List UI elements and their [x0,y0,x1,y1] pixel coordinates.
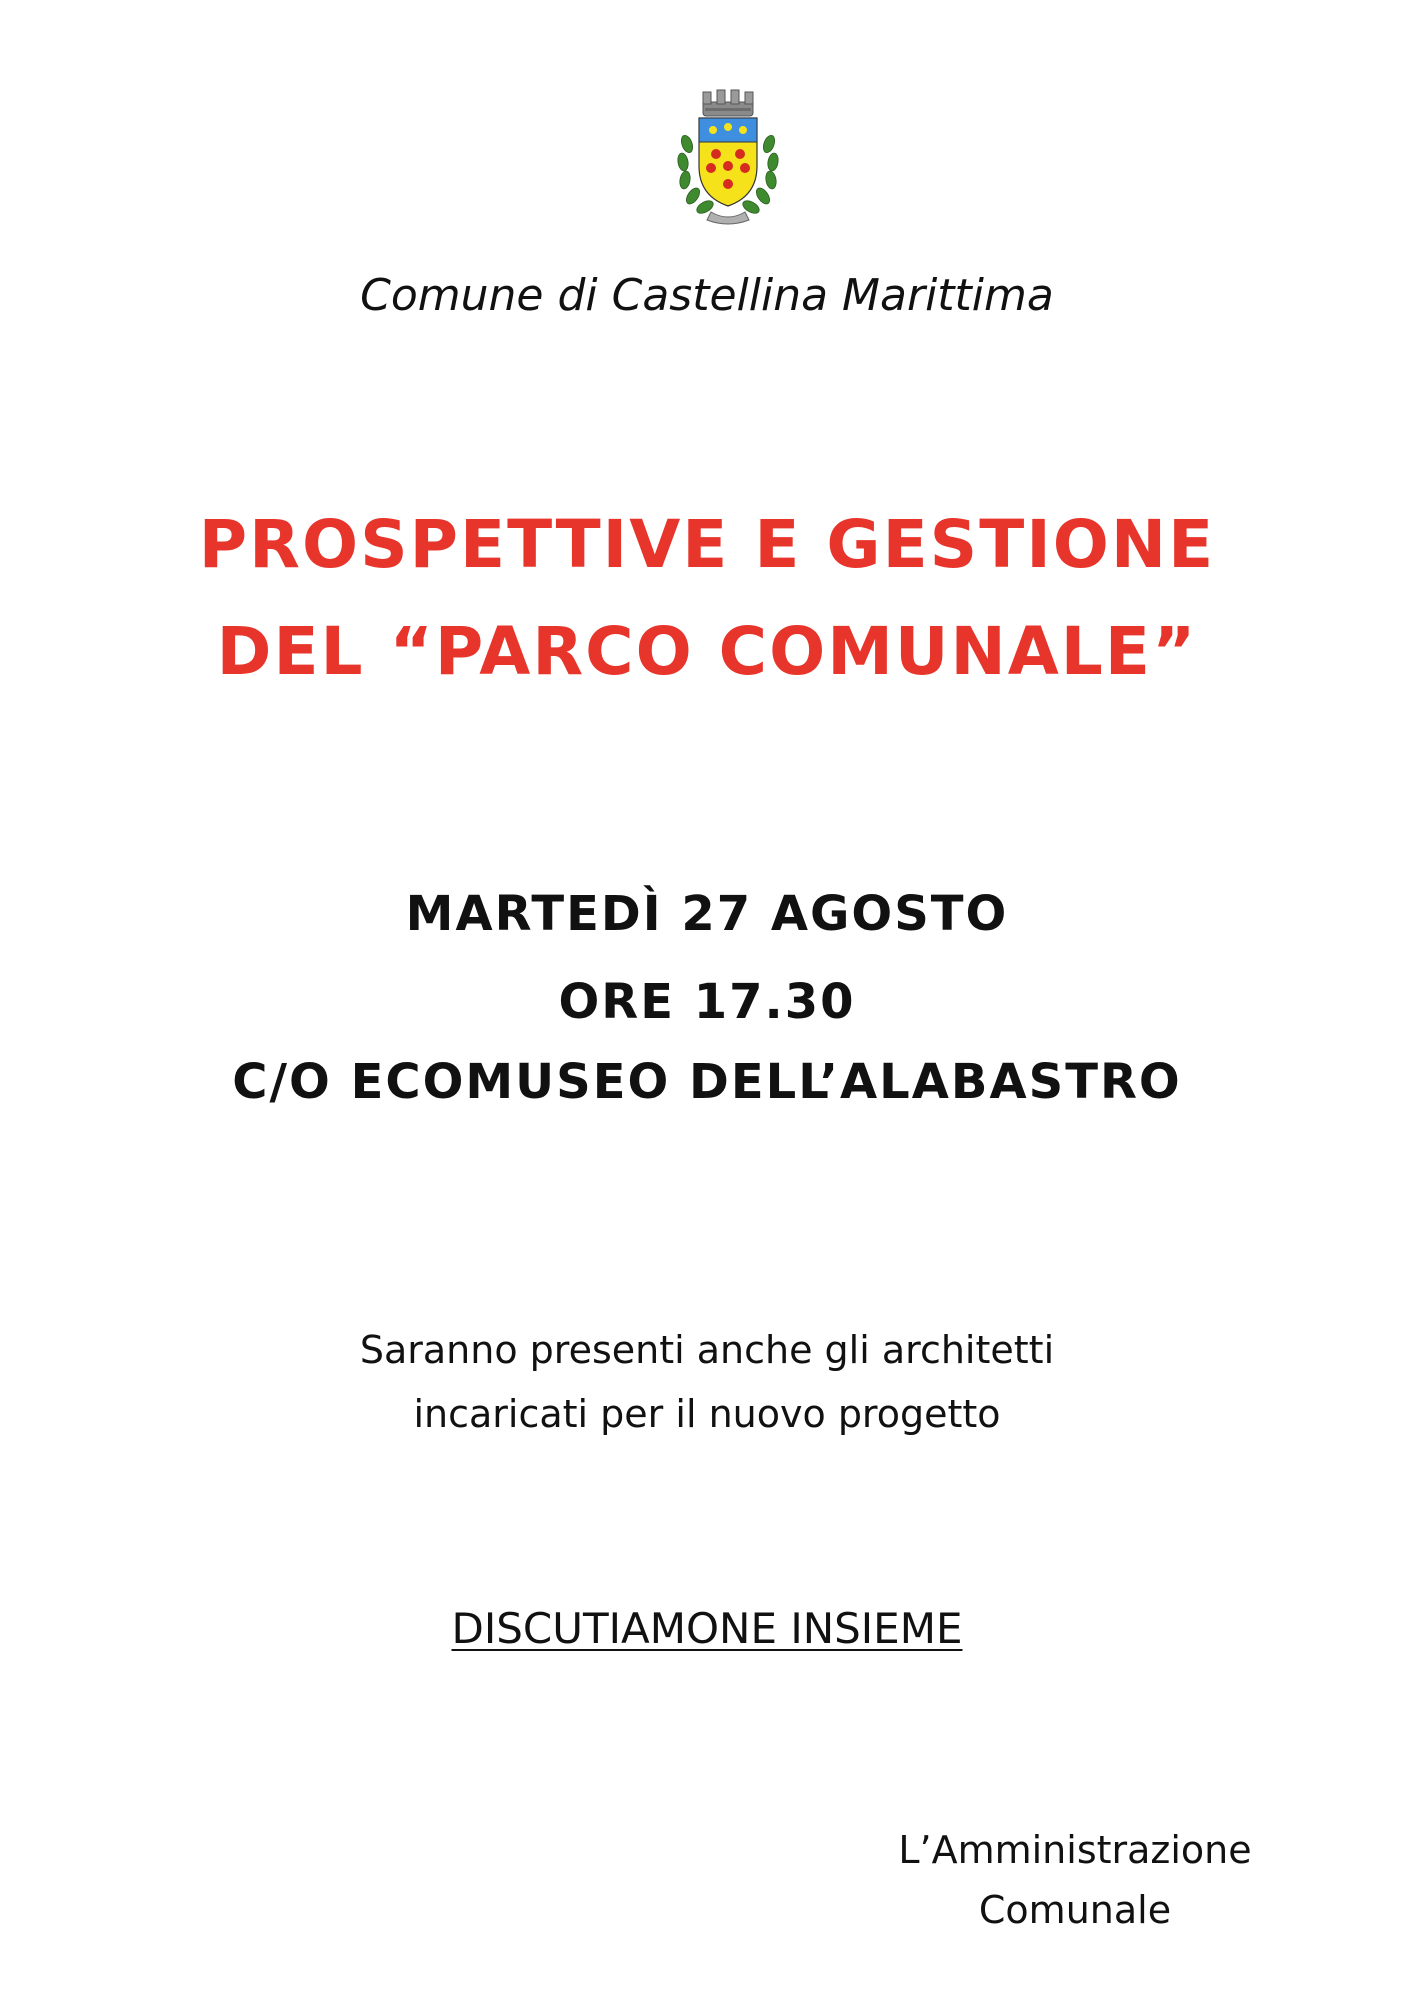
event-title-line-1: PROSPETTIVE E GESTIONE [198,506,1216,583]
coat-of-arms-icon [673,86,783,226]
event-title-line-2: DEL “PARCO COMUNALE” [216,613,1198,690]
shield [699,118,757,206]
call-to-action: DISCUTIAMONE INSIEME [451,1604,963,1653]
event-time: ORE 17.30 [558,974,856,1030]
ribbon [707,212,749,224]
note-line-1: Saranno presenti anche gli architetti [359,1328,1055,1372]
event-date: MARTEDÌ 27 AGOSTO [405,886,1009,942]
signature-line-2: Comunale [978,1888,1172,1932]
crown [703,90,753,116]
signature-line-1: L’Amministrazione [898,1828,1252,1872]
event-venue: C/O ECOMUSEO DELL’ALABASTRO [232,1054,1182,1110]
note-line-2: incaricati per il nuovo progetto [413,1392,1001,1436]
municipality-name: Comune di Castellina Marittima [360,270,1054,321]
